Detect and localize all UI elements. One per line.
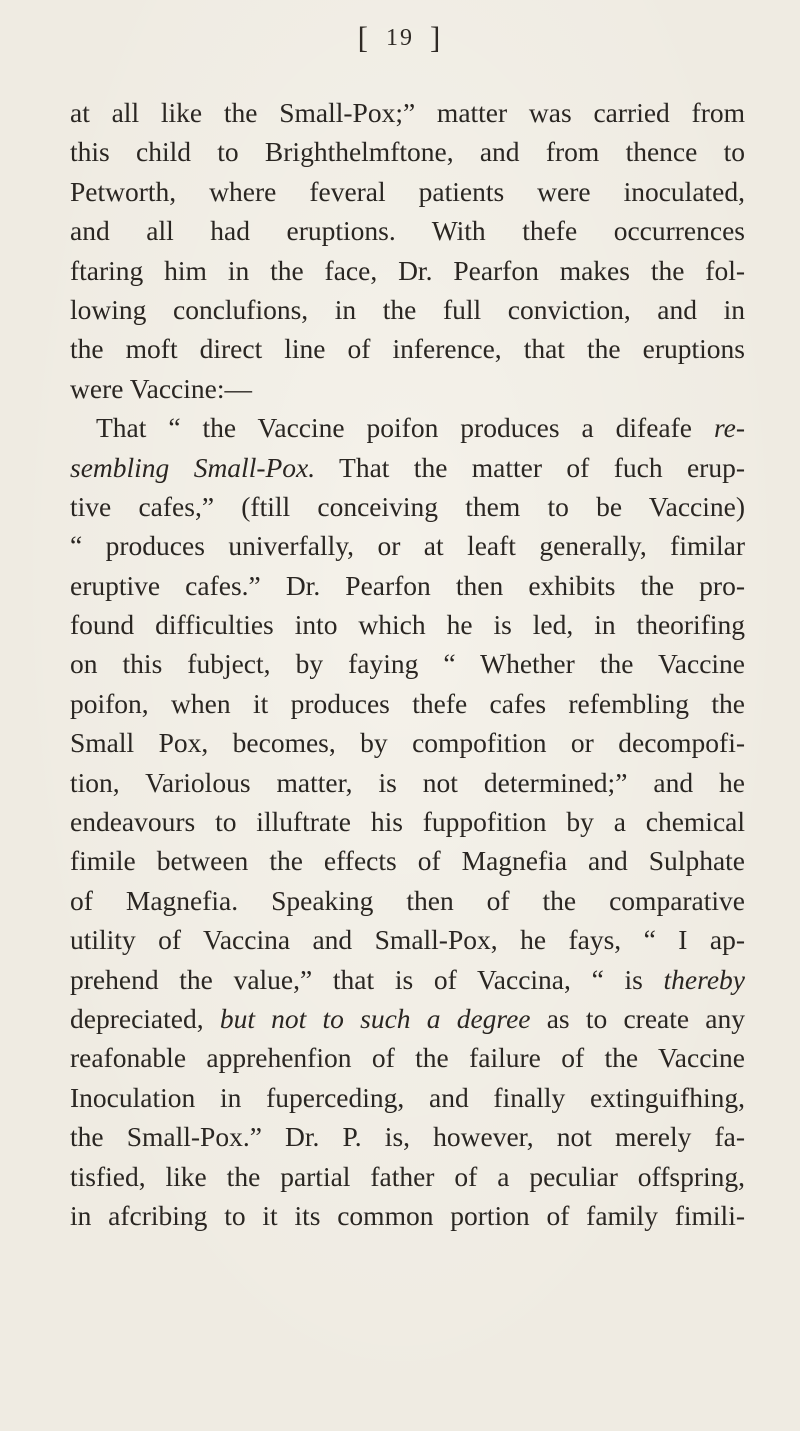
text-line-11: tive cafes,” (ftill conceiving them to be Vaccine) <box>70 490 745 522</box>
text-line-28: tisfied, like the partial father of a peculiar offspring, <box>70 1160 745 1192</box>
text-line-7: the moft direct line of inference, that the eruptions <box>70 333 745 365</box>
text-line-2: this child to Brighthelmftone, and from thence to <box>70 136 745 168</box>
text-line-22: utility of Vaccina and Small-Pox, he fays, “ I ap- <box>70 924 745 956</box>
text-line-4: and all had eruptions. With thefe occurrences <box>70 215 745 247</box>
text-line-25: reafonable apprehenfion of the failure of the Vaccine <box>70 1042 745 1074</box>
body-text <box>70 93 745 1235</box>
text-line-10: sembling Small-Pox. That the matter of fuch erup- <box>70 451 745 483</box>
text-line-26: Inoculation in fuperceding, and finally extinguifhing, <box>70 1081 745 1113</box>
text-line-16: poifon, when it produces thefe cafes refembling the <box>70 687 745 719</box>
text-line-13: eruptive cafes.” Dr. Pearfon then exhibits the pro- <box>70 569 745 601</box>
text-line-24: depreciated, but not to such a degree as to create any <box>70 1002 745 1034</box>
italic-phrase: re- <box>713 412 745 444</box>
text-line-29: in afcribing to it its common portion of family fimili- <box>70 1199 745 1231</box>
text-line-15: on this fubject, by faying “ Whether the Vaccine <box>70 648 745 680</box>
text-line-19: endeavours to illuftrate his fuppofition by a chemical <box>70 806 745 838</box>
text-line-5: ftaring him in the face, Dr. Pearfon makes the fol- <box>70 254 745 286</box>
text-line-1: at all like the Small-Pox;” matter was carried from <box>70 97 745 128</box>
page-number-open-bracket: [ <box>357 20 370 55</box>
text-line-14: found difficulties into which he is led, in theorifing <box>70 609 745 641</box>
text-line-8: were Vaccine:— <box>70 372 252 404</box>
page-number <box>0 18 800 58</box>
text-line-12: “ produces univerfally, or at leaft generally, fimilar <box>70 530 745 562</box>
text-line-27: the Small-Pox.” Dr. P. is, however, not merely fa- <box>70 1121 745 1153</box>
italic-phrase: but not to such a degree <box>219 1002 531 1034</box>
page-number-close-bracket: ] <box>430 20 443 55</box>
text-line-17: Small Pox, becomes, by compofition or decompofi- <box>70 727 745 759</box>
text-line-20: fimile between the effects of Magnefia and Sulphate <box>70 845 745 877</box>
text-line-3: Petworth, where feveral patients were inoculated, <box>70 175 745 207</box>
text-line-18: tion, Variolous matter, is not determined;” and he <box>70 766 745 798</box>
text-line-23: prehend the value,” that is of Vaccina, “ is thereby <box>70 963 745 995</box>
italic-phrase: sembling Small-Pox. <box>70 451 316 483</box>
italic-phrase: thereby <box>663 963 745 995</box>
text-line-9: That “ the Vaccine poifon produces a difeafe re- <box>96 412 745 444</box>
text-line-21: of Magnefia. Speaking then of the comparative <box>70 884 745 916</box>
text-line-6: lowing conclufions, in the full conviction, and in <box>70 293 745 325</box>
page-number-value: 19 <box>386 25 414 51</box>
